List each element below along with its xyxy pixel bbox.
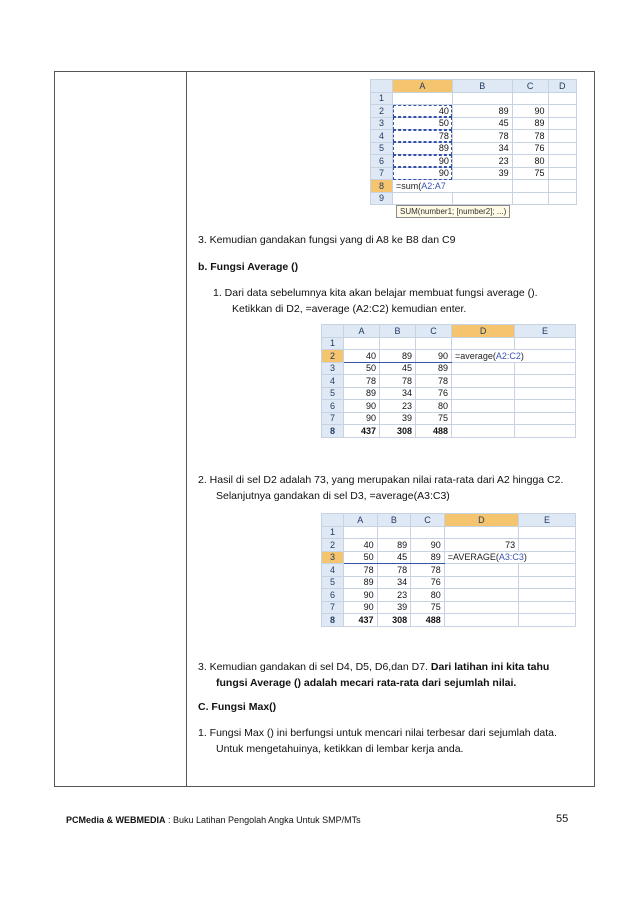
cell <box>548 192 576 205</box>
col-header: E <box>519 514 576 527</box>
cell: 78 <box>344 375 380 388</box>
cell <box>515 337 576 350</box>
cell: 89 <box>416 362 452 375</box>
cell: 78 <box>512 130 548 143</box>
cell: 34 <box>380 387 416 400</box>
cell <box>515 425 576 438</box>
formula-range: A2:A7 <box>421 180 446 191</box>
formula-text: =AVERAGE( <box>447 552 499 563</box>
cell <box>344 337 380 350</box>
cell: 34 <box>377 576 411 589</box>
cell <box>512 180 548 193</box>
cell: 89 <box>411 551 445 564</box>
cell <box>444 576 518 589</box>
section-b-heading: b. Fungsi Average () <box>198 261 299 273</box>
row-header: 5 <box>371 142 393 155</box>
cell: 76 <box>512 142 548 155</box>
cell: 78 <box>380 375 416 388</box>
cell: 488 <box>411 614 445 627</box>
cell: 90 <box>411 539 445 552</box>
cell: 78 <box>452 130 512 143</box>
cell: 76 <box>416 387 452 400</box>
row-header: 6 <box>371 155 393 168</box>
cell <box>515 400 576 413</box>
cell: 89 <box>512 117 548 130</box>
cell: 75 <box>416 412 452 425</box>
cell <box>452 400 515 413</box>
cell <box>380 337 416 350</box>
col-header: D <box>444 514 518 527</box>
cell <box>519 589 576 602</box>
cell: 437 <box>344 614 378 627</box>
row-header: 5 <box>322 387 344 400</box>
footer-book-title: : Buku Latihan Pengolah Angka Untuk SMP/MTs <box>165 815 361 825</box>
col-header: D <box>452 325 515 338</box>
cell: 45 <box>380 362 416 375</box>
cell: 80 <box>512 155 548 168</box>
cell: 45 <box>452 117 512 130</box>
row-header: 6 <box>322 400 344 413</box>
cell: 78 <box>416 375 452 388</box>
col-header: B <box>380 325 416 338</box>
formula-close: ) <box>520 350 524 361</box>
cell <box>416 337 452 350</box>
avg-step-3-text: 3. Kemudian gandakan di sel D4, D5, D6,dan D7. <box>198 661 431 673</box>
cell: 90 <box>512 105 548 118</box>
spreadsheet-average-copy <box>321 513 576 627</box>
row-header: 6 <box>322 589 344 602</box>
col-header: C <box>416 325 452 338</box>
cell: 75 <box>411 601 445 614</box>
cell: 50 <box>344 551 378 564</box>
cell: 39 <box>380 412 416 425</box>
cell <box>548 117 576 130</box>
col-header: B <box>452 80 512 93</box>
cell <box>444 614 518 627</box>
cell <box>548 142 576 155</box>
avg-step-1-line1: 1. Dari data sebelumnya kita akan belajar membuat fungsi average (). <box>213 287 538 299</box>
formula-cell[interactable] <box>393 180 513 193</box>
cell: 75 <box>512 167 548 180</box>
row-header: 3 <box>322 362 344 375</box>
max-step-1-line2: Untuk mengetahuinya, ketikkan di lembar kerja anda. <box>216 743 464 755</box>
row-header: 3 <box>371 117 393 130</box>
cell <box>515 412 576 425</box>
cell: 80 <box>416 400 452 413</box>
cell: 73 <box>444 539 518 552</box>
row-header: 2 <box>322 539 344 552</box>
row-header: 8 <box>322 614 344 627</box>
row-header: 8 <box>322 425 344 438</box>
avg-step-3-line2: fungsi Average () adalah mecari rata-rata dari sejumlah nilai. <box>216 677 517 689</box>
step-3-sum: 3. Kemudian gandakan fungsi yang di A8 ke B8 dan C9 <box>198 234 456 246</box>
col-header: D <box>548 80 576 93</box>
formula-range: A2:C2 <box>495 350 521 361</box>
spreadsheet-average <box>321 324 576 438</box>
cell: 89 <box>393 142 453 155</box>
footer-brand: PCMedia & WEBMEDIA <box>66 815 166 825</box>
corner-cell <box>371 80 393 93</box>
cell: 45 <box>377 551 411 564</box>
cell <box>519 539 576 552</box>
cell <box>393 192 453 205</box>
row-header: 4 <box>322 564 344 577</box>
cell: 50 <box>393 117 453 130</box>
cell <box>515 362 576 375</box>
table-column-divider <box>186 71 187 787</box>
row-header: 7 <box>322 601 344 614</box>
cell <box>512 192 548 205</box>
cell: 90 <box>344 601 378 614</box>
cell: 89 <box>377 539 411 552</box>
cell: 78 <box>377 564 411 577</box>
cell: 90 <box>393 167 453 180</box>
cell: 40 <box>393 105 453 118</box>
cell: 50 <box>344 362 380 375</box>
formula-cell[interactable] <box>452 350 576 363</box>
col-header: E <box>515 325 576 338</box>
cell: 23 <box>377 589 411 602</box>
cell: 39 <box>377 601 411 614</box>
cell <box>452 412 515 425</box>
cell <box>548 155 576 168</box>
cell <box>548 180 576 193</box>
col-header: C <box>411 514 445 527</box>
cell <box>344 526 378 539</box>
cell <box>548 92 576 105</box>
row-header: 9 <box>371 192 393 205</box>
cell: 40 <box>344 350 380 363</box>
cell: 89 <box>380 350 416 363</box>
cell <box>519 614 576 627</box>
cell: 90 <box>416 350 452 363</box>
cell <box>452 375 515 388</box>
cell <box>519 601 576 614</box>
cell <box>444 589 518 602</box>
section-c-heading: C. Fungsi Max() <box>198 701 277 713</box>
cell <box>548 167 576 180</box>
cell: 90 <box>344 589 378 602</box>
col-header: A <box>344 514 378 527</box>
spreadsheet-sum <box>370 79 577 205</box>
cell <box>452 387 515 400</box>
row-header: 7 <box>371 167 393 180</box>
avg-step-2-line2: Selanjutnya gandakan di sel D3, =average(A3:C3) <box>216 490 450 502</box>
cell <box>519 564 576 577</box>
cell: 80 <box>411 589 445 602</box>
cell <box>519 576 576 589</box>
cell <box>519 526 576 539</box>
cell: 488 <box>416 425 452 438</box>
col-header: B <box>377 514 411 527</box>
cell: 76 <box>411 576 445 589</box>
row-header: 1 <box>322 526 344 539</box>
cell <box>512 92 548 105</box>
cell <box>393 92 453 105</box>
cell <box>515 387 576 400</box>
avg-step-3-line1 <box>198 659 549 675</box>
cell <box>452 337 515 350</box>
max-step-1-line1: 1. Fungsi Max () ini berfungsi untuk mencari nilai terbesar dari sejumlah data. <box>198 727 557 739</box>
formula-cell[interactable] <box>444 551 575 564</box>
cell <box>452 425 515 438</box>
cell <box>377 526 411 539</box>
cell: 90 <box>344 400 380 413</box>
row-header: 4 <box>322 375 344 388</box>
cell: 89 <box>344 576 378 589</box>
row-header: 1 <box>322 337 344 350</box>
avg-step-3-emphasis: Dari latihan ini kita tahu <box>430 661 550 673</box>
row-header: 7 <box>322 412 344 425</box>
formula-range: A3:C3 <box>498 552 524 563</box>
row-header: 2 <box>322 350 344 363</box>
cell: 78 <box>344 564 378 577</box>
cell <box>548 105 576 118</box>
formula-close: ) <box>523 552 527 563</box>
cell: 23 <box>380 400 416 413</box>
cell: 78 <box>411 564 445 577</box>
avg-step-2-line1: 2. Hasil di sel D2 adalah 73, yang merupakan nilai rata-rata dari A2 hingga C2. <box>198 474 564 486</box>
col-header: A <box>344 325 380 338</box>
row-header: 8 <box>371 180 393 193</box>
col-header: C <box>512 80 548 93</box>
formula-text: =sum( <box>396 180 422 191</box>
row-header: 1 <box>371 92 393 105</box>
cell: 90 <box>344 412 380 425</box>
cell: 89 <box>452 105 512 118</box>
function-tooltip: SUM(number1; [number2]; ...) <box>396 205 510 218</box>
col-header: A <box>393 80 453 93</box>
cell <box>452 192 512 205</box>
footer-caption <box>66 815 361 825</box>
cell <box>444 526 518 539</box>
cell: 308 <box>377 614 411 627</box>
cell <box>515 375 576 388</box>
row-header: 3 <box>322 551 344 564</box>
cell: 308 <box>380 425 416 438</box>
row-header: 4 <box>371 130 393 143</box>
formula-text: =average( <box>455 350 496 361</box>
cell: 40 <box>344 539 378 552</box>
cell: 89 <box>344 387 380 400</box>
corner-cell <box>322 325 344 338</box>
cell: 437 <box>344 425 380 438</box>
cell <box>452 362 515 375</box>
cell: 34 <box>452 142 512 155</box>
cell <box>411 526 445 539</box>
avg-step-1-line2: Ketikkan di D2, =average (A2:C2) kemudian enter. <box>232 303 467 315</box>
row-header: 2 <box>371 105 393 118</box>
row-header: 5 <box>322 576 344 589</box>
cell: 90 <box>393 155 453 168</box>
cell: 23 <box>452 155 512 168</box>
cell: 39 <box>452 167 512 180</box>
cell: 78 <box>393 130 453 143</box>
corner-cell <box>322 514 344 527</box>
cell <box>452 92 512 105</box>
cell <box>444 564 518 577</box>
page-number: 55 <box>556 813 569 825</box>
cell <box>548 130 576 143</box>
cell <box>444 601 518 614</box>
